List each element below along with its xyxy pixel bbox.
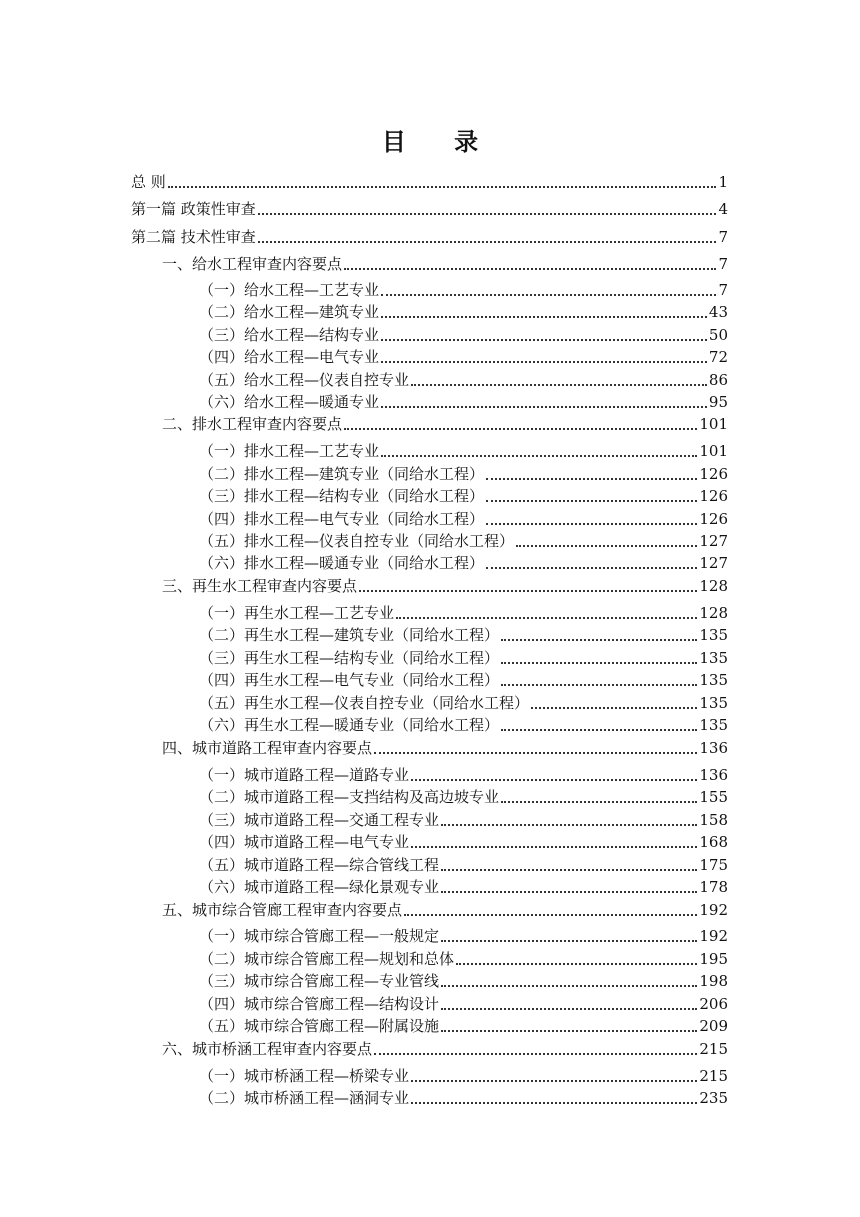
toc-entry-label: （二）排水工程—建筑专业（同给水工程） [199, 465, 485, 483]
dot-leader [359, 590, 697, 592]
toc-entry-page: 158 [699, 811, 728, 829]
toc-entry-label: （二）再生水工程—建筑专业（同给水工程） [199, 626, 500, 644]
toc-entry[interactable] [199, 302, 728, 322]
dot-leader [456, 963, 697, 965]
dot-leader [381, 316, 707, 318]
toc-entry-page: 4 [718, 200, 728, 218]
toc-entry-label: （四）再生水工程—电气专业（同给水工程） [199, 671, 500, 689]
dot-leader [411, 1102, 697, 1104]
toc-entry-page: 135 [699, 626, 728, 644]
toc-entry-page: 175 [699, 856, 728, 874]
toc-entry-page: 128 [699, 604, 728, 622]
dot-leader [411, 779, 697, 781]
dot-leader [486, 567, 697, 569]
toc-entry[interactable] [199, 648, 728, 668]
dot-leader [501, 662, 697, 664]
toc-entry[interactable] [199, 994, 728, 1014]
dot-leader [258, 213, 717, 215]
toc-entry-page: 235 [699, 1089, 728, 1107]
toc-entry-label: 二、排水工程审查内容要点 [162, 415, 343, 433]
toc-entry[interactable] [199, 765, 728, 785]
toc-entry-label: （五）城市综合管廊工程—附属设施 [199, 1017, 440, 1035]
dot-leader [411, 384, 707, 386]
dot-leader [441, 869, 697, 871]
toc-entry-page: 128 [699, 577, 728, 595]
page-title: 目 录 [381, 128, 499, 156]
toc-entry-page: 135 [699, 694, 728, 712]
toc-entry-page: 135 [699, 649, 728, 667]
toc-entry-label: （二）城市综合管廊工程—规划和总体 [199, 950, 455, 968]
toc-entry-label: （六）再生水工程—暖通专业（同给水工程） [199, 716, 500, 734]
toc-entry-label: （二）给水工程—建筑专业 [199, 303, 380, 321]
toc-entry-label: （一）排水工程—工艺专业 [199, 442, 380, 460]
toc-entry-page: 7 [718, 255, 728, 273]
toc-entry-page: 136 [699, 739, 728, 757]
toc-entry-page: 135 [699, 671, 728, 689]
toc-entry-label: （二）城市道路工程—支挡结构及高边坡专业 [199, 788, 500, 806]
toc-entry[interactable] [199, 625, 728, 645]
dot-leader [381, 294, 716, 296]
toc-entry-label: （六）给水工程—暖通专业 [199, 393, 380, 411]
toc-entry[interactable] [131, 199, 728, 219]
toc-entry-page: 136 [699, 766, 728, 784]
toc-entry[interactable] [199, 971, 728, 991]
toc-entry[interactable] [199, 603, 728, 623]
dot-leader [168, 186, 717, 188]
toc-entry-label: 五、城市综合管廊工程审查内容要点 [162, 901, 403, 919]
toc-entry-page: 215 [699, 1067, 728, 1085]
dot-leader [381, 339, 707, 341]
dot-leader [381, 455, 697, 457]
dot-leader [374, 1053, 697, 1055]
toc-entry-label: 总 则 [131, 173, 166, 191]
toc-entry-page: 215 [699, 1040, 728, 1058]
toc-entry-page: 155 [699, 788, 728, 806]
toc-entry-page: 195 [699, 950, 728, 968]
dot-leader [411, 1080, 697, 1082]
toc-entry-label: （五）排水工程—仪表自控专业（同给水工程） [199, 532, 515, 550]
dot-leader [486, 478, 697, 480]
dot-leader [404, 914, 697, 916]
toc-entry-label: （三）城市综合管廊工程—专业管线 [199, 972, 440, 990]
toc-entry[interactable] [199, 553, 728, 573]
dot-leader [396, 617, 697, 619]
toc-entry[interactable] [199, 926, 728, 946]
dot-leader [441, 985, 697, 987]
toc-entry-label: 第二篇 技术性审查 [131, 228, 256, 246]
toc-entry[interactable] [199, 464, 728, 484]
dot-leader [441, 1030, 697, 1032]
toc-entry-page: 198 [699, 972, 728, 990]
toc-entry-page: 43 [708, 303, 728, 321]
toc-entry[interactable] [162, 900, 728, 920]
toc-entry-label: （五）城市道路工程—综合管线工程 [199, 856, 440, 874]
toc-entry-label: （三）给水工程—结构专业 [199, 326, 380, 344]
toc-entry[interactable] [199, 392, 728, 412]
toc-entry[interactable] [199, 877, 728, 897]
toc-entry-page: 206 [699, 995, 728, 1013]
toc-entry-page: 86 [708, 371, 728, 389]
dot-leader [501, 684, 697, 686]
toc-entry-page: 178 [699, 878, 728, 896]
toc-entry[interactable] [162, 254, 728, 274]
toc-entry[interactable] [162, 738, 728, 758]
toc-entry-page: 1 [718, 173, 728, 191]
toc-entry[interactable] [199, 670, 728, 690]
toc-entry[interactable] [199, 1016, 728, 1036]
dot-leader [501, 729, 697, 731]
toc-entry-page: 168 [699, 833, 728, 851]
dot-leader [441, 1008, 697, 1010]
toc-entry-label: （一）城市桥涵工程—桥梁专业 [199, 1067, 410, 1085]
toc-entry-page: 209 [699, 1017, 728, 1035]
toc-entry[interactable] [199, 370, 728, 390]
toc-entry[interactable] [162, 1039, 728, 1059]
toc-entry[interactable] [199, 1066, 728, 1086]
toc-entry[interactable] [131, 172, 728, 192]
toc-entry-page: 126 [699, 487, 728, 505]
toc-entry[interactable] [199, 832, 728, 852]
toc-entry-label: （一）城市道路工程—道路专业 [199, 766, 410, 784]
toc-entry-page: 192 [699, 901, 728, 919]
toc-entry[interactable] [199, 531, 728, 551]
dot-leader [516, 545, 697, 547]
toc-entry-label: （一）再生水工程—工艺专业 [199, 604, 395, 622]
toc-entry-label: （六）排水工程—暖通专业（同给水工程） [199, 554, 485, 572]
toc-entry[interactable] [199, 441, 728, 461]
toc-entry-page: 7 [718, 228, 728, 246]
toc-entry-page: 50 [708, 326, 728, 344]
toc-entry[interactable] [199, 787, 728, 807]
toc-entry-label: （六）城市道路工程—绿化景观专业 [199, 878, 440, 896]
toc-entry-page: 95 [708, 393, 728, 411]
dot-leader [441, 940, 697, 942]
toc-entry[interactable] [199, 810, 728, 830]
toc-entry-label: （五）给水工程—仪表自控专业 [199, 371, 410, 389]
dot-leader [344, 268, 716, 270]
toc-entry[interactable] [199, 486, 728, 506]
toc-entry[interactable] [162, 576, 728, 596]
dot-leader [258, 241, 717, 243]
dot-leader [501, 801, 697, 803]
toc-entry-label: （五）再生水工程—仪表自控专业（同给水工程） [199, 694, 530, 712]
toc-entry-label: （四）城市综合管廊工程—结构设计 [199, 995, 440, 1013]
toc-entry-page: 101 [699, 415, 728, 433]
toc-entry-label: 第一篇 政策性审查 [131, 200, 256, 218]
toc-entry-label: 一、给水工程审查内容要点 [162, 255, 343, 273]
toc-entry-page: 127 [699, 554, 728, 572]
toc-entry[interactable] [199, 693, 728, 713]
toc-entry-page: 127 [699, 532, 728, 550]
toc-entry[interactable] [199, 280, 728, 300]
dot-leader [486, 523, 697, 525]
dot-leader [381, 361, 707, 363]
dot-leader [441, 891, 697, 893]
dot-leader [531, 707, 697, 709]
toc-entry-label: （三）排水工程—结构专业（同给水工程） [199, 487, 485, 505]
dot-leader [441, 824, 697, 826]
dot-leader [374, 752, 697, 754]
dot-leader [344, 428, 697, 430]
toc-entry-label: （三）城市道路工程—交通工程专业 [199, 811, 440, 829]
toc-entry-label: 六、城市桥涵工程审查内容要点 [162, 1040, 373, 1058]
toc-entry-label: （一）城市综合管廊工程—一般规定 [199, 927, 440, 945]
dot-leader [411, 846, 697, 848]
dot-leader [381, 406, 707, 408]
toc-entry-label: （三）再生水工程—结构专业（同给水工程） [199, 649, 500, 667]
toc-entry-page: 192 [699, 927, 728, 945]
toc-entry[interactable] [162, 414, 728, 434]
toc-entry-page: 101 [699, 442, 728, 460]
toc-entry-label: 三、再生水工程审查内容要点 [162, 577, 358, 595]
toc-entry-page: 7 [718, 281, 728, 299]
toc-entry-page: 72 [708, 348, 728, 366]
toc-entry-page: 135 [699, 716, 728, 734]
dot-leader [486, 500, 697, 502]
toc-entry[interactable] [199, 715, 728, 735]
toc-entry-label: （四）给水工程—电气专业 [199, 348, 380, 366]
toc-entry[interactable] [199, 1088, 728, 1108]
toc-entry[interactable] [199, 509, 728, 529]
toc-entry-label: 四、城市道路工程审查内容要点 [162, 739, 373, 757]
toc-entry[interactable] [199, 325, 728, 345]
dot-leader [501, 639, 697, 641]
toc-entry[interactable] [199, 855, 728, 875]
toc-entry-label: （一）给水工程—工艺专业 [199, 281, 380, 299]
toc-entry-page: 126 [699, 465, 728, 483]
toc-entry[interactable] [199, 347, 728, 367]
toc-entry-label: （四）排水工程—电气专业（同给水工程） [199, 510, 485, 528]
toc-entry-page: 126 [699, 510, 728, 528]
toc-entry-label: （四）城市道路工程—电气专业 [199, 833, 410, 851]
toc-entry[interactable] [199, 949, 728, 969]
toc-entry[interactable] [131, 227, 728, 247]
toc-entry-label: （二）城市桥涵工程—涵洞专业 [199, 1089, 410, 1107]
